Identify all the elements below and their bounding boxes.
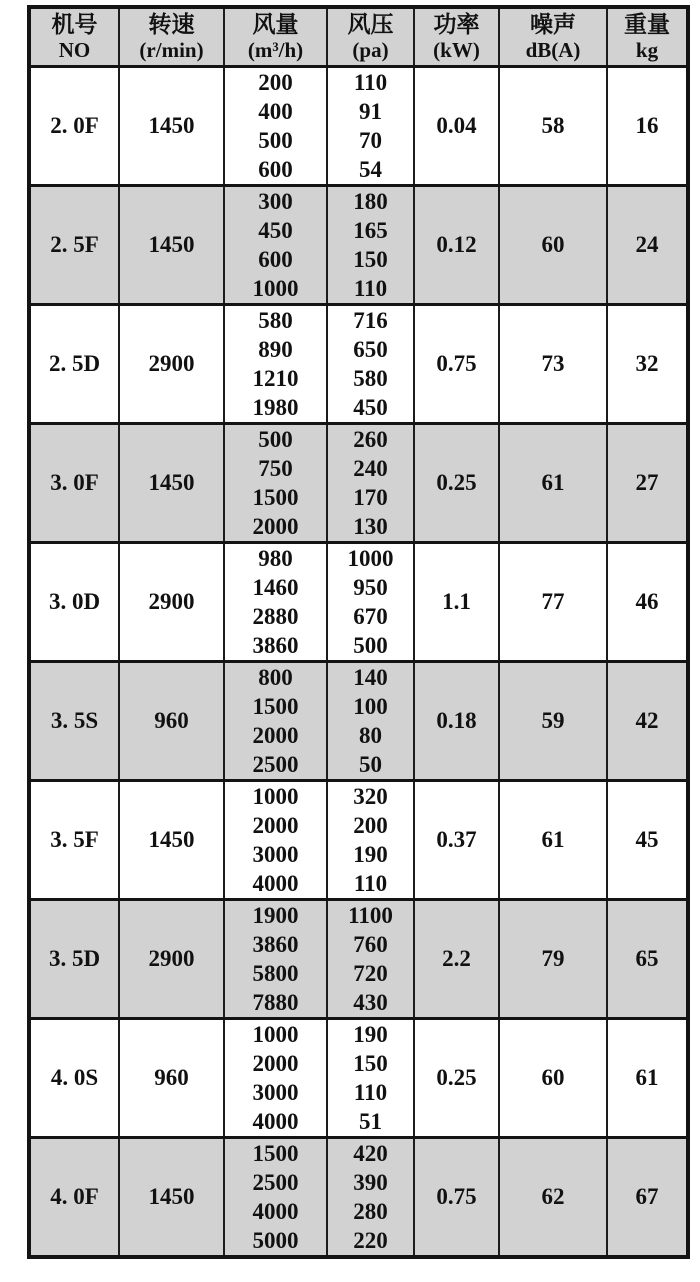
airflow-value: 400 xyxy=(258,99,293,124)
airflow-value: 1500 xyxy=(252,1141,299,1166)
airflow-value: 1500 xyxy=(252,485,299,510)
airflow-value: 500 xyxy=(258,427,293,452)
cell-noise: 77 xyxy=(499,543,607,662)
pressure-value: 430 xyxy=(353,990,388,1015)
pressure-value: 150 xyxy=(353,247,388,272)
cell-power: 0.04 xyxy=(414,67,499,186)
cell-airflow xyxy=(224,305,327,424)
pressure-value: 51 xyxy=(359,1109,382,1134)
cell-airflow xyxy=(224,662,327,781)
airflow-value: 800 xyxy=(258,665,293,690)
header-speed-sub: (r/min) xyxy=(139,38,204,63)
pressure-value: 80 xyxy=(359,723,382,748)
cell-weight: 46 xyxy=(607,543,688,662)
airflow-value: 1980 xyxy=(252,395,299,420)
pressure-value: 150 xyxy=(353,1051,388,1076)
cell-noise: 59 xyxy=(499,662,607,781)
table-row xyxy=(29,1138,688,1258)
cell-noise: 61 xyxy=(499,781,607,900)
cell-speed: 960 xyxy=(119,662,224,781)
pressure-value: 110 xyxy=(353,276,388,301)
cell-model: 3. 0F xyxy=(29,424,119,543)
pressure-value: 170 xyxy=(353,485,388,510)
pressure-value: 91 xyxy=(359,99,382,124)
cell-airflow xyxy=(224,1138,327,1258)
cell-speed: 1450 xyxy=(119,424,224,543)
pressure-value: 100 xyxy=(353,694,388,719)
header-noise-sub: dB(A) xyxy=(525,38,581,63)
header-pressure-sub: (pa) xyxy=(352,38,389,63)
airflow-value: 980 xyxy=(258,546,293,571)
airflow-value: 1500 xyxy=(252,694,299,719)
airflow-value: 200 xyxy=(258,70,293,95)
cell-weight: 45 xyxy=(607,781,688,900)
cell-power: 0.37 xyxy=(414,781,499,900)
table-row xyxy=(29,305,688,424)
header-power-zh: 功率 xyxy=(433,11,480,37)
pressure-value: 260 xyxy=(353,427,388,452)
cell-power: 1.1 xyxy=(414,543,499,662)
cell-airflow xyxy=(224,1019,327,1138)
pressure-value: 716 xyxy=(353,308,388,333)
airflow-value: 2500 xyxy=(252,752,299,777)
cell-speed: 2900 xyxy=(119,900,224,1019)
cell-power: 0.75 xyxy=(414,1138,499,1258)
header-noise xyxy=(499,7,607,67)
header-model-sub: NO xyxy=(58,38,91,63)
airflow-value: 3860 xyxy=(252,633,299,658)
cell-pressure xyxy=(327,662,414,781)
cell-noise: 58 xyxy=(499,67,607,186)
cell-weight: 16 xyxy=(607,67,688,186)
cell-airflow xyxy=(224,781,327,900)
header-weight-sub: kg xyxy=(635,38,659,63)
pressure-value: 70 xyxy=(359,128,382,153)
header-model xyxy=(29,7,119,67)
cell-speed: 960 xyxy=(119,1019,224,1138)
header-pressure xyxy=(327,7,414,67)
header-power xyxy=(414,7,499,67)
pressure-value: 130 xyxy=(353,514,388,539)
cell-airflow xyxy=(224,543,327,662)
cell-speed: 1450 xyxy=(119,781,224,900)
pressure-value: 240 xyxy=(353,456,388,481)
cell-model: 3. 5S xyxy=(29,662,119,781)
cell-weight: 61 xyxy=(607,1019,688,1138)
pressure-value: 760 xyxy=(353,932,388,957)
pressure-value: 950 xyxy=(353,575,388,600)
pressure-value: 190 xyxy=(353,1022,388,1047)
pressure-value: 110 xyxy=(353,871,388,896)
airflow-value: 3860 xyxy=(252,932,299,957)
cell-speed: 1450 xyxy=(119,186,224,305)
airflow-value: 2000 xyxy=(252,1051,299,1076)
table-row xyxy=(29,67,688,186)
cell-noise: 60 xyxy=(499,1019,607,1138)
airflow-value: 450 xyxy=(258,218,293,243)
cell-weight: 67 xyxy=(607,1138,688,1258)
header-speed-zh: 转速 xyxy=(148,11,195,37)
pressure-value: 220 xyxy=(353,1228,388,1253)
airflow-value: 4000 xyxy=(252,1199,299,1224)
airflow-value: 4000 xyxy=(252,871,299,896)
airflow-value: 600 xyxy=(258,157,293,182)
cell-model: 4. 0S xyxy=(29,1019,119,1138)
cell-pressure xyxy=(327,305,414,424)
cell-power: 0.12 xyxy=(414,186,499,305)
pressure-value: 1100 xyxy=(348,903,393,928)
cell-pressure xyxy=(327,1138,414,1258)
pressure-value: 190 xyxy=(353,842,388,867)
pressure-value: 280 xyxy=(353,1199,388,1224)
pressure-value: 670 xyxy=(353,604,388,629)
pressure-value: 200 xyxy=(353,813,388,838)
cell-noise: 62 xyxy=(499,1138,607,1258)
pressure-value: 140 xyxy=(353,665,388,690)
airflow-value: 750 xyxy=(258,456,293,481)
cell-pressure xyxy=(327,900,414,1019)
pressure-value: 1000 xyxy=(347,546,394,571)
table-row xyxy=(29,900,688,1019)
header-row xyxy=(29,7,688,67)
cell-airflow xyxy=(224,424,327,543)
cell-model: 4. 0F xyxy=(29,1138,119,1258)
airflow-value: 1900 xyxy=(252,903,299,928)
airflow-value: 2000 xyxy=(252,723,299,748)
pressure-value: 54 xyxy=(359,157,382,182)
table-row xyxy=(29,662,688,781)
airflow-value: 2000 xyxy=(252,813,299,838)
cell-pressure xyxy=(327,424,414,543)
cell-model: 2. 5F xyxy=(29,186,119,305)
airflow-value: 300 xyxy=(258,189,293,214)
cell-power: 0.75 xyxy=(414,305,499,424)
airflow-value: 600 xyxy=(258,247,293,272)
cell-pressure xyxy=(327,186,414,305)
pressure-value: 50 xyxy=(359,752,382,777)
header-airflow xyxy=(224,7,327,67)
header-weight-zh: 重量 xyxy=(624,11,670,37)
cell-model: 3. 5F xyxy=(29,781,119,900)
airflow-value: 500 xyxy=(258,128,293,153)
cell-model: 2. 5D xyxy=(29,305,119,424)
airflow-value: 2000 xyxy=(252,514,299,539)
cell-airflow xyxy=(224,900,327,1019)
airflow-value: 3000 xyxy=(252,1080,299,1105)
cell-weight: 24 xyxy=(607,186,688,305)
airflow-value: 580 xyxy=(258,308,293,333)
fan-spec-table xyxy=(27,5,690,1259)
airflow-value: 1000 xyxy=(252,1022,299,1047)
header-speed xyxy=(119,7,224,67)
pressure-value: 110 xyxy=(353,70,388,95)
header-noise-zh: 噪声 xyxy=(530,11,576,37)
header-airflow-zh: 风量 xyxy=(252,11,299,37)
table-row xyxy=(29,543,688,662)
header-model-zh: 机号 xyxy=(51,11,98,37)
pressure-value: 580 xyxy=(353,366,388,391)
cell-airflow xyxy=(224,186,327,305)
cell-power: 0.25 xyxy=(414,1019,499,1138)
pressure-value: 165 xyxy=(353,218,388,243)
cell-pressure xyxy=(327,781,414,900)
header-weight xyxy=(607,7,688,67)
airflow-value: 1000 xyxy=(252,784,299,809)
airflow-value: 1000 xyxy=(252,276,299,301)
airflow-value: 5800 xyxy=(252,961,299,986)
cell-weight: 42 xyxy=(607,662,688,781)
cell-noise: 60 xyxy=(499,186,607,305)
cell-power: 0.18 xyxy=(414,662,499,781)
table-row xyxy=(29,186,688,305)
cell-weight: 65 xyxy=(607,900,688,1019)
pressure-value: 110 xyxy=(353,1080,388,1105)
cell-model: 3. 5D xyxy=(29,900,119,1019)
pressure-value: 180 xyxy=(353,189,388,214)
table-header xyxy=(29,7,688,67)
header-power-sub: (kW) xyxy=(433,38,480,63)
pressure-value: 320 xyxy=(353,784,388,809)
cell-noise: 61 xyxy=(499,424,607,543)
airflow-value: 2880 xyxy=(252,604,299,629)
airflow-value: 5000 xyxy=(252,1228,299,1253)
cell-speed: 1450 xyxy=(119,1138,224,1258)
table-row xyxy=(29,1019,688,1138)
cell-speed: 1450 xyxy=(119,67,224,186)
cell-power: 2.2 xyxy=(414,900,499,1019)
cell-noise: 73 xyxy=(499,305,607,424)
table-row xyxy=(29,424,688,543)
cell-weight: 32 xyxy=(607,305,688,424)
airflow-value: 2500 xyxy=(252,1170,299,1195)
airflow-value: 1460 xyxy=(252,575,299,600)
cell-pressure xyxy=(327,67,414,186)
airflow-value: 890 xyxy=(258,337,293,362)
cell-noise: 79 xyxy=(499,900,607,1019)
airflow-value: 4000 xyxy=(252,1109,299,1134)
cell-speed: 2900 xyxy=(119,543,224,662)
pressure-value: 500 xyxy=(353,633,388,658)
table-body xyxy=(29,67,688,1258)
cell-airflow xyxy=(224,67,327,186)
airflow-value: 7880 xyxy=(252,990,299,1015)
cell-speed: 2900 xyxy=(119,305,224,424)
pressure-value: 390 xyxy=(353,1170,388,1195)
cell-power: 0.25 xyxy=(414,424,499,543)
pressure-value: 420 xyxy=(353,1141,388,1166)
cell-model: 3. 0D xyxy=(29,543,119,662)
pressure-value: 720 xyxy=(353,961,388,986)
pressure-value: 650 xyxy=(353,337,388,362)
table-row xyxy=(29,781,688,900)
cell-pressure xyxy=(327,543,414,662)
airflow-value: 3000 xyxy=(252,842,299,867)
cell-pressure xyxy=(327,1019,414,1138)
header-pressure-zh: 风压 xyxy=(347,11,394,37)
airflow-value: 1210 xyxy=(252,366,299,391)
cell-weight: 27 xyxy=(607,424,688,543)
header-airflow-sub: (m³/h) xyxy=(247,38,304,63)
cell-model: 2. 0F xyxy=(29,67,119,186)
pressure-value: 450 xyxy=(353,395,388,420)
